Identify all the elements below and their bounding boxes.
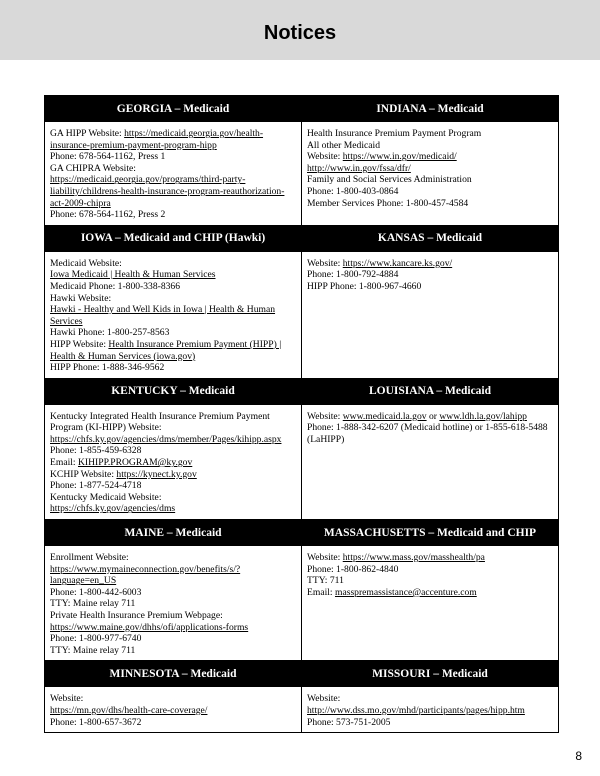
section-title: MINNESOTA – Medicaid: [45, 661, 302, 687]
contact-text: Family and Social Services Administration: [307, 174, 472, 186]
contact-text: Phone: 1-800-403-0864: [307, 185, 399, 197]
contact-link[interactable]: http://www.in.gov/fssa/dfr/: [307, 162, 411, 174]
contact-link[interactable]: https://chfs.ky.gov/agencies/dms: [50, 503, 176, 515]
contact-line: [50, 269, 296, 281]
contact-line: [50, 362, 296, 374]
section-header-row: [45, 378, 559, 404]
section-header-row: [45, 225, 559, 251]
section-content: [302, 546, 559, 661]
contact-text: GA HIPP Website:: [50, 128, 125, 139]
contact-line: [50, 281, 296, 293]
contact-link[interactable]: Health Insurance Premium Payment (HIPP) | Health & Human Services (iowa.gov): [50, 338, 282, 362]
contact-text: Email:: [307, 586, 335, 598]
contact-line: [307, 258, 553, 270]
contact-line: [50, 645, 296, 657]
contact-text: GA CHIPRA Website:: [50, 162, 136, 174]
contact-text: HIPP Phone: 1-888-346-9562: [50, 362, 165, 374]
contact-line: [50, 503, 296, 515]
contact-line: [50, 587, 296, 599]
contact-line: [50, 327, 296, 339]
contact-line: [50, 457, 296, 469]
section-body-row: [45, 404, 559, 519]
contact-line: [50, 258, 296, 270]
contact-line: [307, 705, 553, 717]
contact-text: Enrollment Website:: [50, 552, 129, 564]
contact-text: Phone: 678-564-1162, Press 1: [50, 151, 166, 163]
contact-text: or: [426, 410, 440, 422]
contact-line: [50, 293, 296, 305]
section-body-row: [45, 546, 559, 661]
section-title: MASSACHUSETTS – Medicaid and CHIP: [302, 520, 559, 546]
contact-line: [307, 163, 553, 175]
contact-link[interactable]: http://www.dss.mo.gov/mhd/participants/pages/hipp.htm: [307, 704, 525, 716]
contact-line: [307, 281, 553, 293]
section-body-row: [45, 687, 559, 733]
contact-text: Kentucky Integrated Health Insurance Premium Payment Program (KI-HIPP) Website:: [50, 410, 270, 434]
contact-text: Phone: 678-564-1162, Press 2: [50, 209, 166, 221]
contact-line: [50, 174, 296, 209]
contact-line: [307, 269, 553, 281]
contact-text: Phone: 1-800-792-4884: [307, 269, 399, 281]
contact-line: [50, 693, 296, 705]
contact-line: [50, 304, 296, 327]
contact-line: [50, 445, 296, 457]
contact-link[interactable]: https://www.maine.gov/dhhs/ofi/applications-forms: [50, 621, 249, 633]
contact-line: [307, 151, 553, 163]
section-title: IOWA – Medicaid and CHIP (Hawki): [45, 225, 302, 251]
contact-text: Private Health Insurance Premium Webpage:: [50, 610, 223, 621]
contact-link[interactable]: https://medicaid.georgia.gov/health-insurance-premium-payment-program-hipp: [50, 128, 264, 151]
contact-text: Email:: [50, 457, 78, 469]
contact-link[interactable]: Hawki - Healthy and Well Kids in Iowa | Health & Human Services: [50, 304, 276, 327]
section-header-row: [45, 520, 559, 546]
contact-line: [50, 434, 296, 446]
contact-line: [307, 717, 553, 729]
contact-line: [50, 633, 296, 645]
state-contacts-table: [44, 95, 559, 733]
contact-link[interactable]: www.ldh.la.gov/lahipp: [439, 410, 527, 422]
contact-text: Phone: 1-800-442-6003: [50, 586, 142, 598]
contact-line: [50, 492, 296, 504]
section-header-row: [45, 96, 559, 122]
contact-line: [307, 552, 553, 564]
contact-text: Phone: 1-800-862-4840: [307, 563, 399, 575]
contact-line: [307, 198, 553, 210]
contact-link[interactable]: https://mn.gov/dhs/health-care-coverage/: [50, 704, 208, 716]
page-number: 8: [575, 749, 582, 763]
contact-line: [50, 705, 296, 717]
section-content: [302, 122, 559, 226]
contact-text: Website:: [307, 410, 343, 422]
contact-text: TTY: Maine relay 711: [50, 598, 136, 610]
contact-link[interactable]: masspremassistance@accenture.com: [334, 586, 477, 598]
contact-text: Medicaid Website:: [50, 257, 122, 269]
contact-line: [307, 128, 553, 140]
section-title: GEORGIA – Medicaid: [45, 96, 302, 122]
page-title: Notices: [263, 22, 337, 44]
section-title: KENTUCKY – Medicaid: [45, 378, 302, 404]
contact-line: [307, 575, 553, 587]
contact-line: [50, 339, 296, 362]
contact-text: TTY: 711: [307, 575, 344, 587]
contact-line: [50, 469, 296, 481]
contact-link[interactable]: https://www.in.gov/medicaid/: [342, 151, 457, 163]
contact-line: [307, 693, 553, 705]
contact-link[interactable]: https://medicaid.georgia.gov/programs/third-party-liability/childrens-health-insurance-program-reauthorization-act-2009-chipra: [50, 174, 285, 209]
contact-text: Phone: 1-800-657-3672: [50, 716, 142, 728]
contact-text: HIPP Phone: 1-800-967-4660: [307, 280, 422, 292]
contact-text: Phone: 1-855-459-6328: [50, 445, 142, 457]
contact-line: [50, 480, 296, 492]
contact-text: Phone: 1-800-977-6740: [50, 633, 142, 645]
contact-link[interactable]: https://www.kancare.ks.gov/: [342, 257, 453, 269]
contact-text: Phone: 1-877-524-4718: [50, 480, 142, 492]
section-title: INDIANA – Medicaid: [302, 96, 559, 122]
contact-text: TTY: Maine relay 711: [50, 644, 136, 656]
contact-line: [50, 209, 296, 221]
section-content: [302, 687, 559, 733]
section-header-row: [45, 661, 559, 687]
contact-line: [50, 622, 296, 634]
contact-text: Website:: [307, 257, 343, 269]
contact-text: Hawki Phone: 1-800-257-8563: [50, 327, 170, 339]
contact-line: [307, 186, 553, 198]
contact-line: [50, 151, 296, 163]
section-content: [45, 546, 302, 661]
contact-line: [50, 128, 296, 151]
contact-line: [307, 422, 553, 445]
contact-line: [50, 552, 296, 564]
contact-line: [307, 564, 553, 576]
section-title: KANSAS – Medicaid: [302, 225, 559, 251]
contact-line: [50, 598, 296, 610]
contact-text: Website:: [307, 693, 341, 705]
contact-link[interactable]: https://www.mymaineconnection.gov/benefits/s/?language=en_US: [50, 563, 241, 587]
section-content: [45, 122, 302, 226]
contact-line: [50, 411, 296, 434]
contact-text: Website:: [50, 693, 84, 705]
contact-line: [307, 140, 553, 152]
section-content: [45, 404, 302, 519]
contact-line: [50, 717, 296, 729]
contact-text: Website:: [307, 552, 343, 564]
contact-text: Website:: [307, 151, 343, 163]
section-content: [45, 687, 302, 733]
contact-text: Phone: 1-888-342-6207 (Medicaid hotline) or 1-855-618-5488 (LaHIPP): [307, 422, 548, 445]
section-content: [45, 251, 302, 378]
contact-text: HIPP Website:: [50, 338, 109, 350]
section-title: LOUISIANA – Medicaid: [302, 378, 559, 404]
contact-line: [307, 411, 553, 423]
contact-line: [307, 587, 553, 599]
contact-text: Medicaid Phone: 1-800-338-8366: [50, 280, 181, 292]
contact-line: [50, 163, 296, 175]
notices-banner: [0, 0, 600, 60]
contact-link[interactable]: KIHIPP.PROGRAM@ky.gov: [77, 457, 193, 469]
contact-line: [50, 564, 296, 587]
section-body-row: [45, 251, 559, 378]
contact-line: [307, 174, 553, 186]
section-title: MAINE – Medicaid: [45, 520, 302, 546]
contact-text: Phone: 573-751-2005: [307, 716, 391, 728]
contact-link[interactable]: Iowa Medicaid | Health & Human Services: [50, 269, 216, 281]
contact-text: All other Medicaid: [307, 139, 380, 151]
contact-link[interactable]: https://www.mass.gov/masshealth/pa: [342, 552, 485, 564]
contact-text: Member Services Phone: 1-800-457-4584: [307, 197, 469, 209]
contact-link[interactable]: www.medicaid.la.gov: [342, 410, 427, 422]
section-content: [302, 404, 559, 519]
section-body-row: [45, 122, 559, 226]
contact-link[interactable]: https://chfs.ky.gov/agencies/dms/member/Pages/kihipp.aspx: [50, 433, 282, 445]
contact-text: Health Insurance Premium Payment Program: [307, 128, 482, 139]
contact-text: Kentucky Medicaid Website:: [50, 491, 162, 503]
contact-line: [50, 610, 296, 622]
contact-text: KCHIP Website:: [50, 468, 117, 480]
contact-link[interactable]: https://kynect.ky.gov: [116, 468, 197, 480]
section-title: MISSOURI – Medicaid: [302, 661, 559, 687]
section-content: [302, 251, 559, 378]
contact-text: Hawki Website:: [50, 292, 112, 304]
